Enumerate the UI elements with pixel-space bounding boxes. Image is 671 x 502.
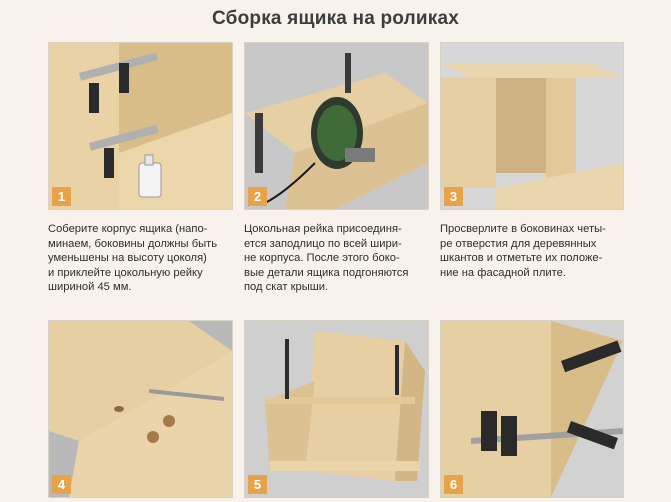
step-5-photo [244, 320, 429, 498]
step-1-illustration [49, 43, 232, 209]
step-3-illustration [441, 43, 623, 209]
step-1-photo [48, 42, 233, 210]
step-3-photo [440, 42, 624, 210]
step-2-illustration [245, 43, 428, 209]
step-badge: 4 [52, 475, 71, 494]
step-4-illustration [49, 321, 232, 497]
step-badge: 6 [444, 475, 463, 494]
step-badge: 1 [52, 187, 71, 206]
step-2-photo [244, 42, 429, 210]
step-badge: 5 [248, 475, 267, 494]
step-3-caption: Просверлите в боковинах четы- ре отверстия для деревянных шкантов и отметьте их положе- ние на фасадной плите. [440, 223, 606, 279]
step-1-caption: Соберите корпус ящика (напо- минаем, боковины должны быть уменьшены на высоту цоколя) и приклейте цокольную рейку шириной 45 мм. [48, 223, 218, 294]
step-badge: 3 [444, 187, 463, 206]
step-2-caption: Цокольная рейка присоединя- ется заподлицо по всей шири- не корпуса. После этого боко- вые детали ящика подгоняются под скат крыши. [244, 223, 409, 294]
step-6-illustration [441, 321, 623, 497]
page-title: Сборка ящика на роликах [212, 8, 459, 29]
step-6-photo [440, 320, 624, 498]
step-4-photo [48, 320, 233, 498]
step-5-illustration [245, 321, 428, 497]
step-badge: 2 [248, 187, 267, 206]
